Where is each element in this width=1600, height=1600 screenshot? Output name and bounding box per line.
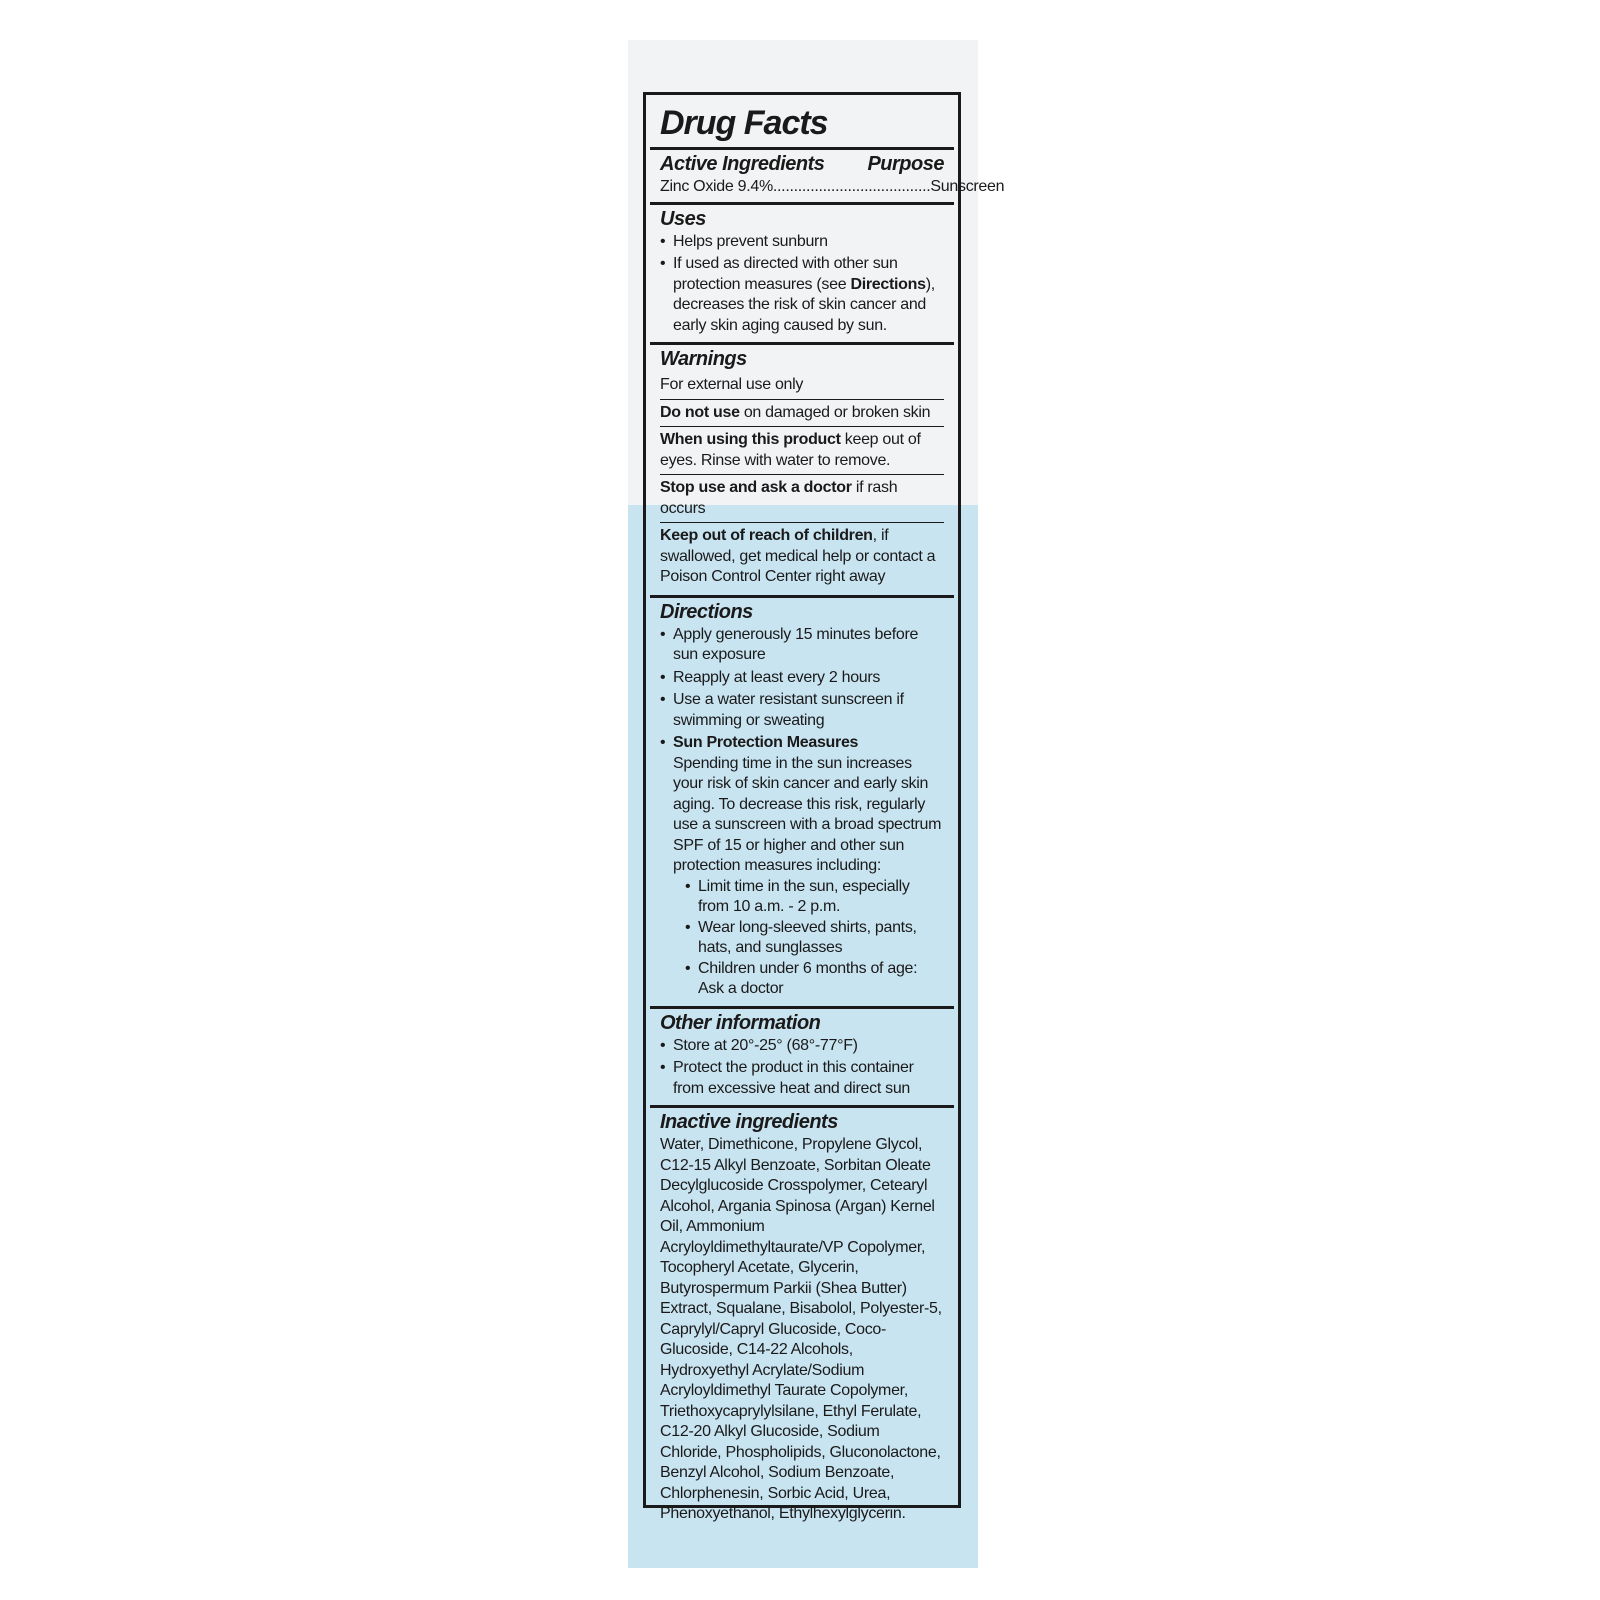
inactive-ingredients-section: [650, 1108, 954, 1529]
other-info-item: • Protect the product in this container from excessive heat and direct sun: [660, 1058, 944, 1099]
warning-when-using: When using this product keep out of eyes. Rinse with water to remove.: [660, 427, 944, 475]
uses-section: [650, 205, 954, 346]
sun-protection-measures: [660, 733, 944, 1000]
active-ingredients-section: [650, 150, 1005, 205]
drug-facts-panel: [643, 92, 1005, 1522]
warnings-heading: Warnings: [660, 348, 747, 370]
warning-do-not-use: Do not use on damaged or broken skin: [660, 400, 944, 428]
warning-keep-out: Keep out of reach of children, if swallowed, get medical help or contact a Poison Control Center right away: [660, 527, 936, 585]
sun-protection-heading: Sun Protection Measures: [673, 734, 859, 751]
directions-section: [650, 598, 954, 1009]
warnings-section: [650, 345, 954, 598]
ingredient-name: Zinc Oxide 9.4%: [660, 178, 773, 195]
other-info-item: • Store at 20°-25° (68°-77°F): [660, 1036, 944, 1057]
other-information-section: [650, 1009, 954, 1109]
sun-protection-text: Spending time in the sun increases your risk of skin cancer and early skin aging. To decrease this risk, regularly use a sunscreen with a broad spectrum SPF of 15 or higher and other sun protection measures including:: [673, 754, 942, 874]
sun-protection-sub-item: • Limit time in the sun, especially from 10 a.m. - 2 p.m.: [685, 877, 944, 918]
sun-protection-sub-item: • Wear long-sleeved shirts, pants, hats, and sunglasses: [685, 918, 944, 959]
directions-heading: Directions: [660, 600, 753, 623]
directions-item: • Apply generously 15 minutes before sun exposure: [660, 625, 944, 666]
purpose-heading: Purpose: [867, 153, 944, 175]
uses-item: • If used as directed with other sun protection measures (see Directions), decreases the risk of skin cancer and early skin aging caused by sun.: [660, 254, 944, 336]
directions-item: • Use a water resistant sunscreen if swimming or sweating: [660, 690, 944, 731]
active-ingredients-heading: Active Ingredients: [660, 153, 825, 175]
active-ingredient-row: [660, 177, 1005, 198]
warning-stop-use: Stop use and ask a doctor if rash occurs: [660, 475, 944, 523]
uses-item: • Helps prevent sunburn: [660, 232, 944, 253]
inactive-ingredients-list: Water, Dimethicone, Propylene Glycol, C12-15 Alkyl Benzoate, Sorbitan Oleate Decylglucoside Crosspolymer, Cetearyl Alcohol, Argania Spinosa (Argan) Kernel Oil, Ammonium Acryloyldimethyltaurate/VP Copolymer, Tocopheryl Acetate, Glycerin, Butyrospermum Parkii (Shea Butter) Extract, Squalane, Bisabolol, Polyester-5, Caprylyl/Capryl Glucoside, Coco-Glucoside, C14-22 Alcohols, Hydroxyethyl Acrylate/Sodium Acryloyldimethyl Taurate Copolymer, Triethoxycaprylylsilane, Ethyl Ferulate, C12-20 Alkyl Glucoside, Sodium Chloride, Phospholipids, Gluconolactone, Benzyl Alcohol, Sodium Benzoate, Chlorphenesin, Sorbic Acid, Urea, Phenoxyethanol, Ethylhexylglycerin.: [660, 1136, 942, 1522]
ingredient-purpose: Sunscreen: [930, 178, 1005, 195]
leader-dots: ......................................: [772, 178, 931, 195]
directions-item: • Reapply at least every 2 hours: [660, 668, 944, 689]
warning-external: For external use only: [660, 372, 944, 400]
sun-protection-sub-item: • Children under 6 months of age: Ask a doctor: [685, 959, 944, 1000]
uses-heading: Uses: [660, 207, 706, 230]
inactive-ingredients-heading: Inactive ingredients: [660, 1111, 838, 1133]
drug-facts-title: Drug Facts: [650, 97, 954, 150]
other-information-heading: Other information: [660, 1011, 821, 1034]
